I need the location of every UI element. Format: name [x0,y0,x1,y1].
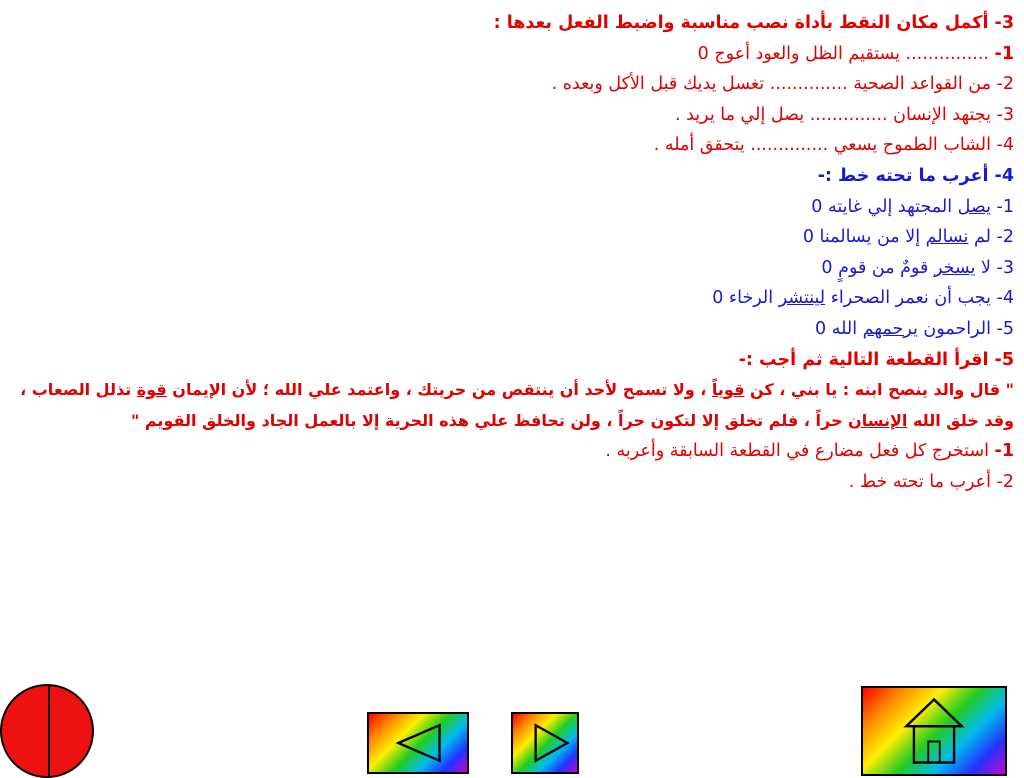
home-button[interactable] [861,686,1007,776]
question-4-title: 4- أعرب ما تحته خط :- [817,165,1014,186]
q4-item-2: 2- لم نسالم إلا من يسالمنا 0 [802,227,1014,248]
question-3-title: 3- أكمل مكان النقط بأداة نصب مناسبة واضبط الفعل بعدها : [493,13,1014,33]
underlined-word: قوة [136,380,167,400]
q4-item-1: 1- يصل المجتهد إلي غايته 0 [811,196,1014,217]
slide-content [10,8,1014,498]
previous-slide-button[interactable] [367,712,469,774]
q5-item-1: 1- استخرج كل فعل مضارع في القطعة السابقة وأعربه . [605,441,1014,462]
underlined-word: يرحمهم [862,318,918,339]
underlined-word: نسالم [925,227,969,248]
red-circle-button[interactable] [0,684,94,778]
q3-item-3: 3- يجتهد الإنسان .............. يصل إلي ما يريد . [675,104,1014,125]
red-circle-icon [48,686,50,776]
reading-passage: " قال والد ينصح ابنه : يا بني ، كن قوياً ، ولا تسمح لأحد أن ينتقص من حريتك ، واعتمد علي الله ؛ لأن الإيمان قوة تذلل الصعاب ، وقد خلق الله الإنسان حراً ، فلم تخلق إلا لتكون حراً ، ولن تحافظ علي هذه الحرية إلا بالعمل الجاد والخلق القويم " [20,380,1014,430]
underlined-word: يصل [957,196,991,217]
q4-item-4: 4- يجب أن نعمر الصحراء لينتشر الرخاء 0 [712,288,1014,309]
next-slide-button[interactable] [511,712,579,774]
q4-item-3: 3- لا يسخر قومٌ من قومٍ 0 [821,257,1014,278]
underlined-word: يسخر [933,257,976,278]
q4-item-5: 5- الراحمون يرحمهم الله 0 [815,318,1014,339]
q3-item-1: 1- ............... يستقيم الظل والعود أعوج 0 [697,43,1014,64]
underlined-word: قوياً [711,380,745,400]
q5-item-2: 2- أعرب ما تحته خط . [848,471,1014,492]
q3-item-4: 4- الشاب الطموح يسعي .............. يتحقق أمله . [653,135,1014,156]
triangle-right-icon [513,714,577,772]
home-icon [863,688,1005,774]
underlined-word: الإنسان [848,410,908,430]
underlined-word: لينتشر [778,288,826,309]
question-5-title: 5- اقرأ القطعة التالية ثم أجب :- [738,349,1014,370]
q3-item-2: 2- من القواعد الصحية .............. تغسل يديك قبل الأكل وبعده . [551,74,1014,95]
triangle-left-icon [369,714,467,772]
